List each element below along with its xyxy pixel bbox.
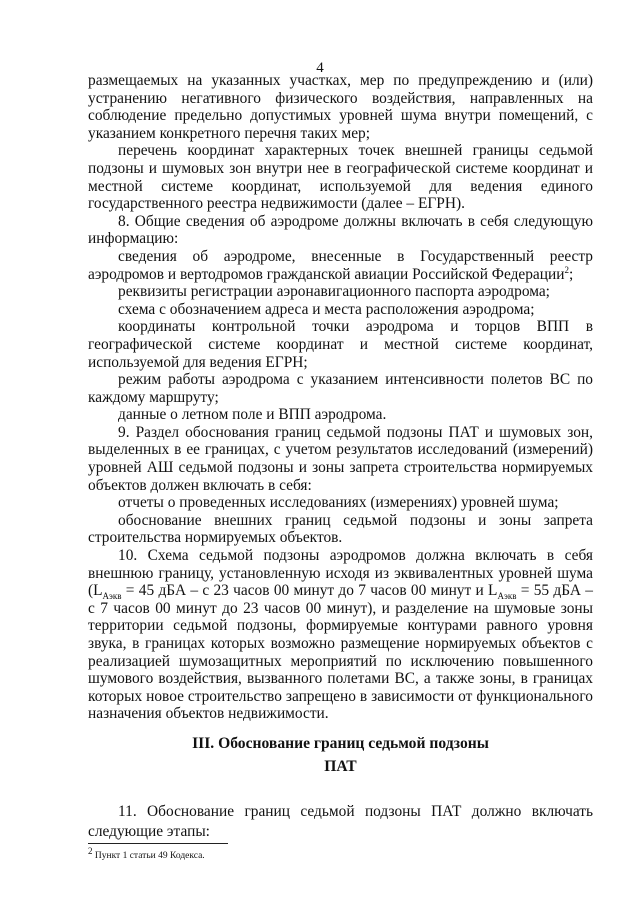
paragraph-4: реквизиты регистрации аэронавигационного паспорта аэродрома; <box>118 283 550 301</box>
paragraph-6: координаты контрольной точки аэродрома и торцов ВПП в географической системе координат и местной системе координат, используемой для ведения ЕГРН; <box>88 318 593 371</box>
paragraph-p10: 10. Схема седьмой подзоны аэродромов должна включать в себя внешнюю границу, установленную исходя из эквивалентных уровней шума ($L_{Аэкв} = 45$ дБА – с 23 часов 00 минут до 7 часов 00 минут и $L_{Аэкв} = 55$ дБА – с 7 часов 00 минут до 23 часов 00 минут), и разделение на шумовые зоны территории седьмой подзоны, формируемые контурами равного уровня звука, в границах которых возможно размещение нормируемых объектов с реализацией шумозащитных мероприятий по исключению повышенного шумового воздействия, вызванного полетами ВС, а также зоны, в границах которых новое строительство запрещено в зависимости от функционального назначения объектов недвижимости. <box>88 547 593 723</box>
paragraph-1: перечень координат характерных точек внешней границы седьмой подзоны и шумовых зон внутри нее в географической системе координат и местной системе координат, используемой для ведения единого государственного реестра недвижимости (далее – ЕГРН). <box>88 142 593 213</box>
footnote-ref: 2 <box>564 264 569 275</box>
paragraph-7: режим работы аэродрома с указанием интенсивности полетов ВС по каждому маршруту; <box>88 371 593 406</box>
page-number: 4 <box>316 60 324 76</box>
paragraph-9: 9. Раздел обоснования границ седьмой подзоны ПАТ и шумовых зон, выделенных в ее границах, с учетом результатов исследований (измерений) уровней АШ седьмой подзоны и зоны запрета строительства нормируемых объектов должен включать в себя: <box>88 423 593 494</box>
body-text <box>88 72 593 723</box>
paragraph-5: схема с обозначением адреса и места расположения аэродрома; <box>118 300 535 318</box>
paragraph-0: размещаемых на указанных участках, мер по предупреждению и (или) устранению негативного физического воздействия, направленных на соблюдение предельно допустимых уровней шума внутри помещений, с указанием конкретного перечня таких мер; <box>88 72 593 142</box>
section-heading-line1: III. Обоснование границ седьмой подзоны <box>192 735 489 752</box>
paragraph-10: отчеты о проведенных исследованиях (измерениях) уровней шума; <box>118 494 559 512</box>
paragraph-3: сведения об аэродроме, внесенные в Государственный реестр аэродромов и вертодромов гражданской авиации Российской Федерации$^2$; <box>88 247 593 283</box>
paragraph-2: 8. Общие сведения об аэродроме должны включать в себя следующую информацию: <box>88 212 593 248</box>
footnote: $^2$ Пункт 1 статьи 49 Кодекса. <box>88 845 205 861</box>
paragraph-p11: 11. Обоснование границ седьмой подзоны ПАТ должно включать следующие этапы: <box>88 803 593 840</box>
paragraph-8: данные о летном поле и ВПП аэродрома. <box>118 406 387 424</box>
footnote-divider <box>88 843 228 844</box>
section-heading-line2: ПАТ <box>324 758 357 775</box>
paragraph-11: обоснование внешних границ седьмой подзоны и зоны запрета строительства нормируемых объектов. <box>88 511 593 547</box>
